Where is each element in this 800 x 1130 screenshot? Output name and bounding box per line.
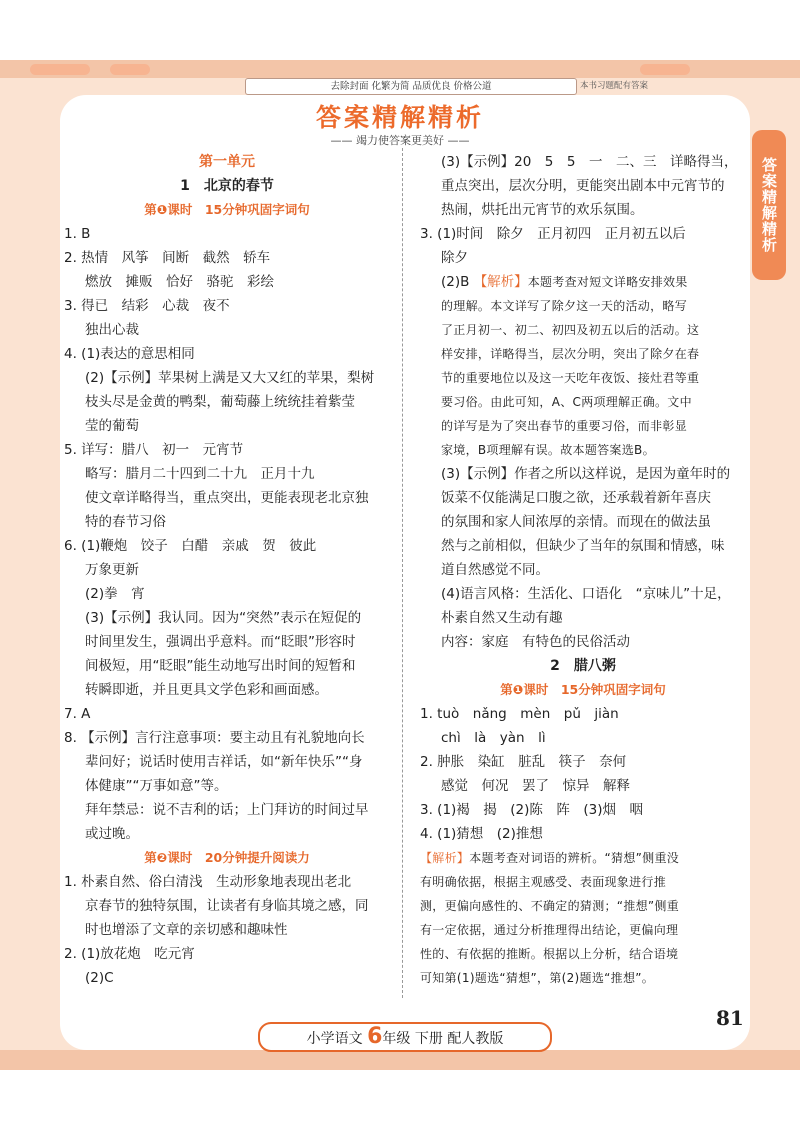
grade-number: 6 xyxy=(367,1024,383,1049)
answer-line: 6. (1)鞭炮 饺子 白醋 亲戚 贺 彼此 xyxy=(64,538,317,554)
subject-label: 小学语文 xyxy=(306,1031,363,1047)
answer-line: 京春节的独特氛围，让读者有身临其境之感，同 xyxy=(85,898,369,914)
answer-line: 8. 【示例】言行注意事项：要主动且有礼貌地向长 xyxy=(64,730,365,746)
analysis-line: 家境，B项理解有误。故本题答案选B。 xyxy=(441,443,655,457)
analysis-text: 本题考查对词语的辨析。“猜想”侧重没 xyxy=(469,851,680,865)
top-decoration-strip xyxy=(0,60,800,78)
book-info-footer xyxy=(258,1022,552,1052)
header-slogan: 去除封面 化繁为简 品质优良 价格公道 xyxy=(245,78,577,95)
answer-line: 饭菜不仅能满足口腹之欲，还承载着新年喜庆 xyxy=(441,490,711,506)
answer-line: 独出心裁 xyxy=(85,322,139,338)
answer-line xyxy=(420,270,746,294)
analysis-line: 的详写是为了突出春节的重要习俗，而非彰显 xyxy=(441,419,688,433)
volume-label: 下册 xyxy=(414,1031,443,1047)
lesson-heading: 1 北京的春节 xyxy=(180,178,274,194)
side-tab-label: 答案精解精析 xyxy=(752,130,786,280)
analysis-line: 性的、有依据的推断。根据以上分析，结合语境 xyxy=(420,947,679,961)
answer-line: 拜年禁忌：说不吉利的话；上门拜访的时间过早 xyxy=(85,802,369,818)
answer-line: (4)语言风格：生活化、口语化 “京味儿”十足， xyxy=(441,586,731,602)
lesson-heading: 2 腊八粥 xyxy=(550,658,616,674)
analysis-line: 的理解。本文详写了除夕这一天的活动，略写 xyxy=(441,299,688,313)
answer-line: 除夕 xyxy=(441,250,468,266)
edition-label: 配人教版 xyxy=(447,1031,504,1047)
answer-line: 1. 朴素自然、俗白清浅 生动形象地表现出老北 xyxy=(64,874,352,890)
analysis-line: 有一定依据，通过分析推理得出结论，更偏向理 xyxy=(420,923,679,937)
analysis-line: 测，更偏向感性的、不确定的猜测；“推想”侧重 xyxy=(420,899,680,913)
analysis-tag: 【解析】 xyxy=(473,274,528,290)
answer-line: (3)【示例】我认同。因为“突然”表示在短促的 xyxy=(85,610,362,626)
answer-line: 燃放 摊贩 恰好 骆驼 彩绘 xyxy=(85,274,274,290)
answer-line: (2)【示例】苹果树上满是又大又红的苹果，梨树 xyxy=(85,370,375,386)
answer-line: 特的春节习俗 xyxy=(85,514,166,530)
answer-line: 重点突出，层次分明，更能突出剧本中元宵节的 xyxy=(441,178,725,194)
answer-line: 或过晚。 xyxy=(85,826,139,842)
answer-line: 4. (1)表达的意思相同 xyxy=(64,346,195,362)
header-note: 本书习题配有答案 xyxy=(580,81,649,91)
answer-line: 使文章详略得当，重点突出，更能表现老北京独 xyxy=(85,490,369,506)
answer-line: 时也增添了文章的亲切感和趣味性 xyxy=(85,922,288,938)
left-column xyxy=(64,150,390,990)
answer-line: (3)【示例】作者之所以这样说，是因为童年时的 xyxy=(441,466,731,482)
pinyin-line: chì là yàn lì xyxy=(441,730,546,746)
answer-line: 间极短，用“眨眼”能生动地写出时间的短暂和 xyxy=(85,658,356,674)
analysis-line: 有明确依据，根据主观感受、表面现象进行推 xyxy=(420,875,667,889)
answer-line: 道自然感觉不同。 xyxy=(441,562,549,578)
answer-line: 万象更新 xyxy=(85,562,139,578)
answer-line: 体健康”“万事如意”等。 xyxy=(85,778,228,794)
answer-line: 4. (1)猜想 (2)推想 xyxy=(420,826,543,842)
page-title: 答案精解精析 xyxy=(315,103,484,132)
unit-heading: 第一单元 xyxy=(199,154,255,170)
analysis-line: 节的重要地位以及这一天吃年夜饭、接灶君等重 xyxy=(441,371,700,385)
answer-line: 5. 详写：腊八 初一 元宵节 xyxy=(64,442,244,458)
column-divider xyxy=(402,148,403,998)
answer-line: 枝头尽是金黄的鸭梨，葡萄藤上统统挂着紫莹 xyxy=(85,394,355,410)
answer-line: (2)拳 宵 xyxy=(85,586,145,602)
right-column xyxy=(420,150,746,990)
answer-line: 的氛围和家人间浓厚的亲情。而现在的做法虽 xyxy=(441,514,711,530)
answer-line: 2. (1)放花炮 吃元宵 xyxy=(64,946,195,962)
period-heading: 第❷课时 20分钟提升阅读力 xyxy=(144,850,310,865)
answer-line: 略写：腊月二十四到二十九 正月十九 xyxy=(85,466,315,482)
answer-line: 2. 肿胀 染缸 脏乱 筷子 奈何 xyxy=(420,754,627,770)
answer-line: 热闹，烘托出元宵节的欢乐氛围。 xyxy=(441,202,644,218)
pinyin-line: 1. tuò nǎng mèn pǔ jiàn xyxy=(420,706,619,722)
answer-line: 3. (1)时间 除夕 正月初四 正月初五以后 xyxy=(420,226,686,242)
page-number: 81 xyxy=(716,1006,744,1030)
analysis-line: 可知第(1)题选“猜想”，第(2)题选“推想”。 xyxy=(420,971,655,985)
answer-line: 时间里发生，强调出乎意料。而“眨眼”形容时 xyxy=(85,634,356,650)
answer-line: 1. B xyxy=(64,226,91,242)
answer-line: 7. A xyxy=(64,706,91,722)
period-heading: 第❶课时 15分钟巩固字词句 xyxy=(500,682,666,697)
answer-line: 转瞬即逝，并且更具文学色彩和画面感。 xyxy=(85,682,328,698)
answer-line: 然与之前相似，但缺少了当年的氛围和情感，味 xyxy=(441,538,725,554)
answer-line: 3. 得已 结彩 心裁 夜不 xyxy=(64,298,230,314)
analysis-line: 了正月初一、初二、初四及初五以后的活动。这 xyxy=(441,323,700,337)
page-subtitle: —— 竭力使答案更美好 —— xyxy=(330,134,470,147)
answer-line: 辈问好；说话时使用吉祥话，如“新年快乐”“身 xyxy=(85,754,363,770)
bottom-decoration xyxy=(0,1050,800,1070)
answer-line: 朴素自然又生动有趣 xyxy=(441,610,563,626)
answer-line: 内容：家庭 有特色的民俗活动 xyxy=(441,634,630,650)
answer-line: 感觉 何况 罢了 惊异 解释 xyxy=(441,778,630,794)
analysis-tag: 【解析】 xyxy=(420,851,470,865)
period-heading: 第❶课时 15分钟巩固字词句 xyxy=(144,202,310,217)
answer-choice: (2)B xyxy=(441,274,470,290)
analysis-line xyxy=(420,846,746,870)
answer-line: 莹的葡萄 xyxy=(85,418,139,434)
analysis-line: 要习俗。由此可知，A、C两项理解正确。文中 xyxy=(441,395,692,409)
analysis-text: 本题考查对短文详略安排效果 xyxy=(527,275,688,289)
answer-line: (2)C xyxy=(85,970,114,986)
answer-line: 3. (1)褐 揭 (2)陈 阵 (3)烟 咽 xyxy=(420,802,644,818)
grade-suffix: 年级 xyxy=(382,1031,411,1047)
answer-line: (3)【示例】20 5 5 一 二、三 详略得当， xyxy=(441,154,738,170)
analysis-line: 样安排，详略得当，层次分明，突出了除夕在春 xyxy=(441,347,700,361)
answer-line: 2. 热情 风筝 间断 截然 轿车 xyxy=(64,250,271,266)
